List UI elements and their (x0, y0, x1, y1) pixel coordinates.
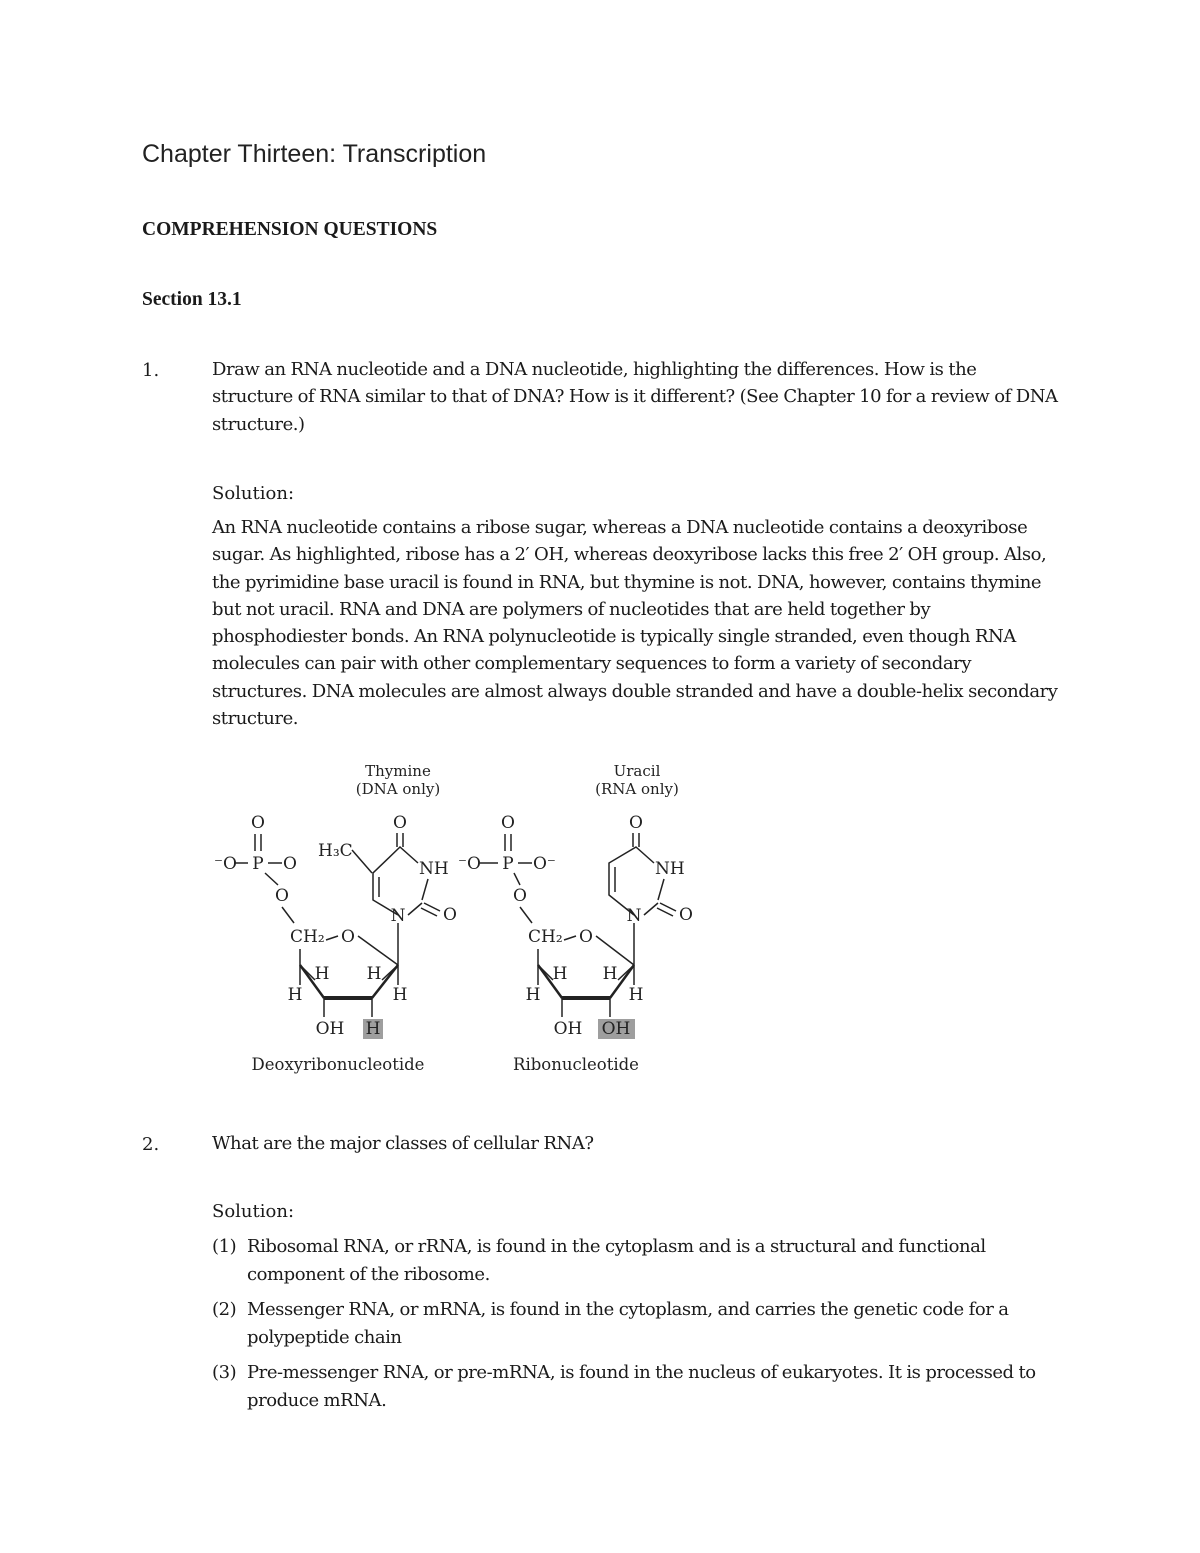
solution-label: Solution: (212, 483, 295, 504)
thymine-o-right: O (443, 905, 457, 925)
thymine-note: (DNA only) (355, 780, 441, 798)
phosphate-o-bridge: O (275, 886, 289, 906)
list-item-text: Ribosomal RNA, or rRNA, is found in the cytoplasm and is a structural and functional component of the ribosome. (247, 1236, 986, 1285)
r-sugar-ring-o: O (579, 927, 593, 947)
solution-text: An RNA nucleotide contains a ribose sugar, whereas a DNA nucleotide contains a deoxyribose sugar. As highlighted, ribose has a 2′ OH, whereas deoxyribose lacks this free 2′ OH group. Also, the pyrimidine base uracil is found in RNA, but thymine is not. DNA, however, contains thymine but not uracil. RNA and DNA are polymers of nucleotides that are held together by phosphodiester bonds. An RNA polynucleotide is typically single stranded, even though RNA molecules can pair with other complementary sequences to form a variety of secondary structures. DNA molecules are almost always double stranded and have a double-helix secondary structure. (212, 517, 1058, 730)
r-sugar-ch2: CH₂ (528, 927, 563, 947)
r-phosphate-o-top: O (501, 813, 515, 833)
uracil-nh: NH (655, 859, 685, 879)
r-phosphorus: P (502, 854, 514, 874)
thymine-nh: NH (419, 859, 449, 879)
uracil-n: N (626, 906, 642, 926)
sugar-h1: H (314, 964, 330, 984)
r-sugar-h4: H (628, 985, 644, 1005)
sugar-h3: H (287, 985, 303, 1005)
deoxyribonucleotide-caption: Deoxyribonucleotide (251, 1055, 425, 1074)
solution-label: Solution: (212, 1201, 295, 1222)
thymine-n: N (390, 906, 406, 926)
section-heading: COMPREHENSION QUESTIONS (142, 219, 438, 240)
list-item-number: (3) (212, 1362, 237, 1383)
uracil-o-right: O (679, 905, 693, 925)
list-item-text: Messenger RNA, or mRNA, is found in the cytoplasm, and carries the genetic code for a polypeptide chain (247, 1299, 1009, 1348)
sugar-2-h: H (365, 1019, 381, 1039)
uracil-note: (RNA only) (595, 780, 679, 798)
r-phosphate-o-right: O⁻ (533, 854, 556, 874)
list-item (212, 1296, 1072, 1352)
list-item-number: (1) (212, 1236, 237, 1257)
nucleotide-structure-figure (210, 755, 700, 1080)
list-item (212, 1359, 1072, 1415)
uracil-o-top: O (629, 813, 643, 833)
chapter-title: Chapter Thirteen: Transcription (142, 140, 487, 168)
question-text: What are the major classes of cellular RNA? (212, 1133, 594, 1154)
subsection-heading: Section 13.1 (142, 289, 242, 310)
sugar-3-oh: OH (315, 1019, 345, 1039)
question-number: 2. (142, 1134, 160, 1155)
sugar-ch2: CH₂ (290, 927, 325, 947)
uracil-label: Uracil (613, 762, 661, 780)
sugar-h4: H (392, 985, 408, 1005)
ribonucleotide-caption: Ribonucleotide (513, 1055, 639, 1074)
sugar-ring-o: O (341, 927, 355, 947)
r-sugar-h2: H (602, 964, 618, 984)
thymine-o-top: O (393, 813, 407, 833)
r-phosphate-o-bridge: O (513, 886, 527, 906)
r-sugar-3-oh: OH (553, 1019, 583, 1039)
sugar-h2: H (366, 964, 382, 984)
list-item-text: Pre-messenger RNA, or pre-mRNA, is found in the nucleus of eukaryotes. It is processed to produce mRNA. (247, 1362, 1036, 1411)
phosphate-o-right: O (283, 854, 297, 874)
methyl-group: H₃C (318, 841, 353, 861)
rna-classes-list (212, 1233, 1072, 1422)
question-number: 1. (142, 360, 160, 381)
list-item-number: (2) (212, 1299, 237, 1320)
r-phosphate-o-left: ⁻O (458, 854, 481, 874)
phosphate-o-left: ⁻O (214, 854, 237, 874)
phosphate-o-top: O (251, 813, 265, 833)
thymine-label: Thymine (365, 762, 431, 780)
r-sugar-h3: H (525, 985, 541, 1005)
phosphorus: P (252, 854, 264, 874)
r-sugar-2-oh: OH (601, 1019, 631, 1039)
list-item (212, 1233, 1072, 1289)
r-sugar-h1: H (552, 964, 568, 984)
question-text: Draw an RNA nucleotide and a DNA nucleotide, highlighting the differences. How is the structure of RNA similar to that of DNA? How is it different? (See Chapter 10 for a review of DNA structure.) (212, 359, 1058, 435)
